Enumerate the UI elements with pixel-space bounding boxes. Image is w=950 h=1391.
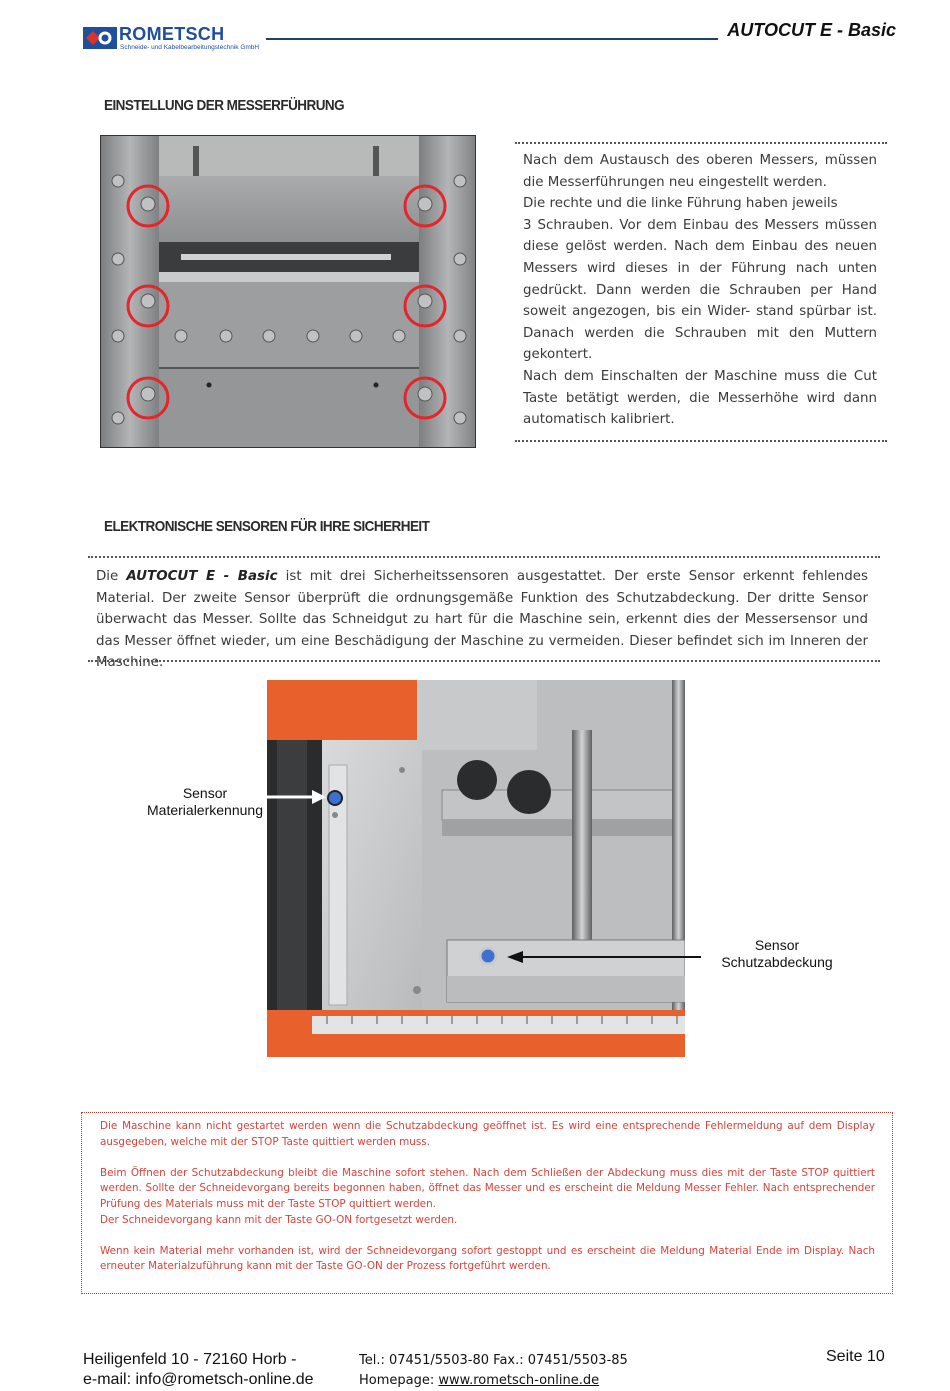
dotted-divider-top [515,142,887,144]
label-sensor-material [140,785,270,819]
page-number: Seite 10 [826,1348,885,1365]
notice-paragraph: Wenn kein Material mehr vorhanden ist, wird der Schneidevorgang sofort gestoppt und es erscheint die Meldung Material Ende im Display. Nach erneuter Materialzuführung kann mit der Taste GO-ON der Prozess fortgeführt werden. [100,1244,875,1273]
brand-subtitle: Schneide- und Kabelbearbeitungstechnik GmbH [120,44,260,51]
intro-prefix: Die [96,569,127,584]
homepage-link[interactable]: www.rometsch-online.de [438,1373,600,1388]
label-line: Sensor [754,937,800,953]
label-sensor-cover [706,937,848,971]
label-line: Sensor [182,785,228,801]
sensors-intro [96,566,868,674]
homepage [359,1371,628,1391]
paragraph: Nach dem Austausch des oberen Messers, müssen die Messerführungen neu eingestellt werden. [523,153,877,190]
section-title-knife-guide: EINSTELLUNG DER MESSERFÜHRUNG [104,97,345,114]
email[interactable]: e-mail: info@rometsch-online.de [83,1371,314,1388]
rometsch-logo-icon [83,27,117,49]
footer-contact [359,1351,628,1391]
paragraph: Die rechte und die linke Führung haben jeweils [523,196,838,212]
intro-text: ist mit drei Sicherheitssensoren ausgestattet. Der erste Sensor erkennt fehlendes Material. Der zweite Sensor überprüft die ordnungsgemäße Funktion des Schutzabdeckung. Der dritte Sensor überwacht das Messer. Sollte das Schneidgut zu hart für die Maschine sein, erkennt dies der Messersensor und das Messer öffnet wieder, um eine Beschädigung der Maschine zu vermeiden. Dieser befindet sich im Inneren der Maschine. [96,569,868,671]
notice-paragraph: Beim Öffnen der Schutzabdeckung bleibt die Maschine sofort stehen. Nach dem Schließen der Abdeckung muss dies mit der Taste STOP quittiert werden. Sollte der Schneidevorgang bereits begonnen haben, öffnet das Messer und es erscheint die Meldung Messer Fehler. Nach entsprechender Prüfung des Materials muss mit der Taste STOP quittiert werden. [100,1166,875,1210]
section-title-sensors: ELEKTRONISCHE SENSOREN FÜR IHRE SICHERHEIT [104,518,430,535]
notice-paragraph: Die Maschine kann nicht gestartet werden wenn die Schutzabdeckung geöffnet ist. Es wird eine entsprechende Fehlermeldung auf dem Display ausgegeben, welche mit der STOP Taste quittiert werden muss. [100,1120,875,1148]
dotted-divider-bottom [88,660,880,662]
dotted-divider-top [88,556,880,558]
knife-guide-instructions [523,150,877,431]
label-line: Materialerkennung [147,802,263,818]
paragraph: Nach dem Einschalten der Maschine muss die Cut Taste betätigt werden, die Messerhöhe wird dann automatisch kalibriert. [523,368,877,428]
arrow-left-icon [260,780,330,810]
dotted-divider-bottom [515,440,887,442]
address: Heiligenfeld 10 - 72160 Horb - [83,1351,297,1368]
phone-fax: Tel.: 07451/5503-80 Fax.: 07451/5503-85 [359,1353,628,1368]
arrow-right-icon [505,945,705,969]
safety-notice-box [81,1112,893,1294]
paragraph: 3 Schrauben. Vor dem Einbau des Messers müssen diese gelöst werden. Nach dem Einbau des neuen Messers wird dieses in der Führung nach unten gedrückt. Dann werden die Schrauben per Hand soweit angezogen, bis ein Wider- stand spürbar ist. Danach werden die Schrauben mit den Muttern gekontert. [523,217,877,363]
brand-name: ROMETSCH [119,24,225,44]
header-rule [266,38,718,40]
homepage-label: Homepage: [359,1373,439,1388]
machine-sensor-photo [267,680,685,1057]
machine-photo-illustration [267,680,685,1057]
document-title: AUTOCUT E - Basic [727,20,896,40]
footer-address [83,1350,314,1390]
label-line: Schutzabdeckung [721,954,833,970]
product-name: AUTOCUT E - Basic [126,569,278,584]
knife-guide-photo [100,135,476,448]
company-logo [83,24,260,51]
knife-guide-photo-illustration [101,136,476,448]
notice-paragraph: Der Schneidevorgang kann mit der Taste GO-ON fortgesetzt werden. [100,1213,458,1226]
